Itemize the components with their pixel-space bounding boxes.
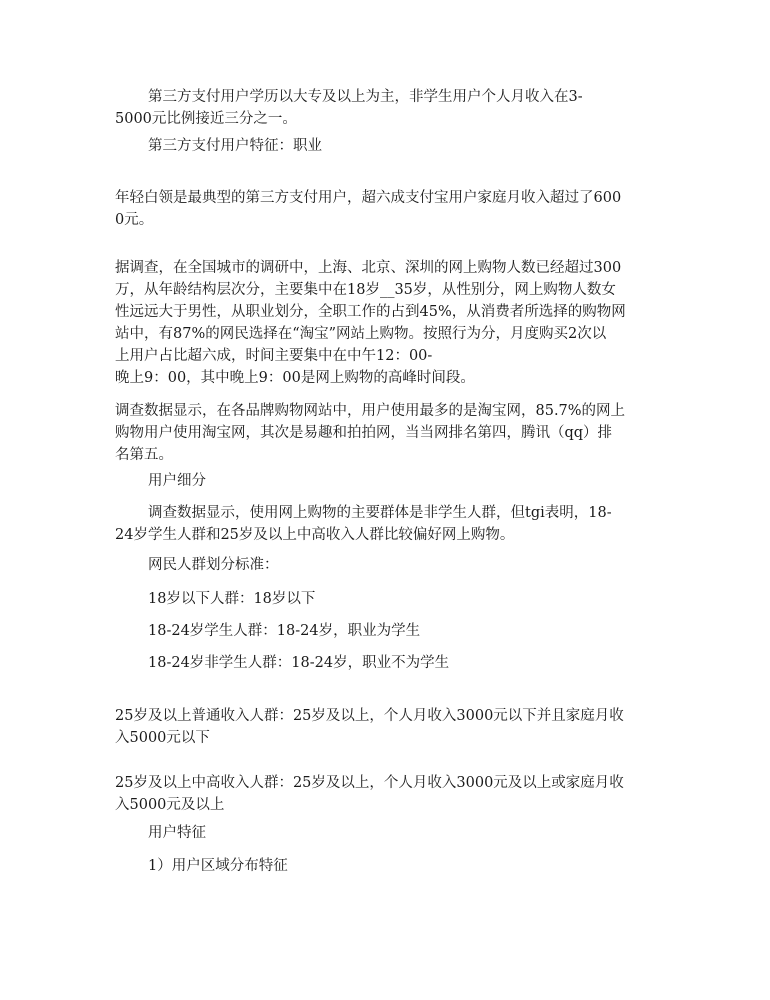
paragraph-region-distribution-heading — [115, 855, 650, 877]
paragraph-brand-sites — [115, 400, 650, 466]
paragraph-18-24-student — [115, 620, 650, 642]
text-line: 网民人群划分标准： — [148, 557, 279, 573]
text-line: 18岁以下人群：18岁以下 — [148, 591, 316, 607]
paragraph-tgi-survey — [115, 502, 650, 546]
text-line: 0元。 — [115, 212, 154, 228]
text-line: 第三方支付用户特征：职业 — [148, 138, 322, 154]
text-line: 入5000元以下 — [115, 730, 210, 746]
paragraph-under-18 — [115, 588, 650, 610]
text-line: 用户细分 — [148, 473, 206, 489]
paragraph-25-plus-normal-income — [115, 705, 650, 749]
text-line: 入5000元及以上 — [115, 797, 225, 813]
paragraph-survey-cities — [115, 257, 650, 389]
text-line: 24岁学生人群和25岁及以上中高收入人群比较偏好网上购物。 — [115, 527, 515, 543]
text-line: 上用户占比超六成，时间主要集中在中午12：00- — [115, 348, 433, 364]
text-line: 1）用户区域分布特征 — [148, 858, 288, 874]
paragraph-user-features-heading — [115, 822, 650, 844]
text-line: 用户特征 — [148, 825, 206, 841]
text-line: 18-24岁非学生人群：18-24岁，职业不为学生 — [148, 655, 450, 671]
text-line: 据调查，在全国城市的调研中，上海、北京、深圳的网上购物人数已经超过300 — [115, 260, 622, 276]
text-line: 购物用户使用淘宝网，其次是易趣和拍拍网，当当网排名第四，腾讯（qq）排 — [115, 425, 613, 441]
text-line: 万，从年龄结构层次分，主要集中在18岁__35岁，从性别分，网上购物人数女 — [115, 282, 616, 298]
text-line: 晚上9：00，其中晚上9：00是网上购物的高峰时间段。 — [115, 370, 475, 386]
paragraph-occupation-heading — [115, 135, 650, 157]
text-line: 18-24岁学生人群：18-24岁，职业为学生 — [148, 623, 421, 639]
text-line: 年轻白领是最典型的第三方支付用户，超六成支付宝用户家庭月收入超过了600 — [115, 190, 622, 206]
text-line: 性远远大于男性，从职业划分，全职工作的占到45%，从消费者所选择的购物网 — [115, 304, 626, 320]
text-line: 25岁及以上中高收入人群：25岁及以上，个人月收入3000元及以上或家庭月收 — [115, 775, 624, 791]
paragraph-education-income — [115, 86, 650, 130]
paragraph-segmentation-criteria — [115, 554, 650, 576]
text-line: 调查数据显示，使用网上购物的主要群体是非学生人群，但tgi表明，18- — [148, 505, 612, 521]
text-line: 站中，有87%的网民选择在“淘宝”网站上购物。按照行为分，月度购买2次以 — [115, 326, 607, 342]
text-line: 25岁及以上普通收入人群：25岁及以上，个人月收入3000元以下并且家庭月收 — [115, 708, 624, 724]
paragraph-18-24-non-student — [115, 652, 650, 674]
paragraph-25-plus-high-income — [115, 772, 650, 816]
text-line: 调查数据显示，在各品牌购物网站中，用户使用最多的是淘宝网，85.7%的网上 — [115, 403, 626, 419]
paragraph-white-collar — [115, 187, 650, 231]
text-line: 5000元比例接近三分之一。 — [115, 111, 297, 127]
text-line: 名第五。 — [115, 447, 173, 463]
text-line: 第三方支付用户学历以大专及以上为主，非学生用户个人月收入在3- — [148, 89, 583, 105]
paragraph-user-segmentation-heading — [115, 470, 650, 492]
